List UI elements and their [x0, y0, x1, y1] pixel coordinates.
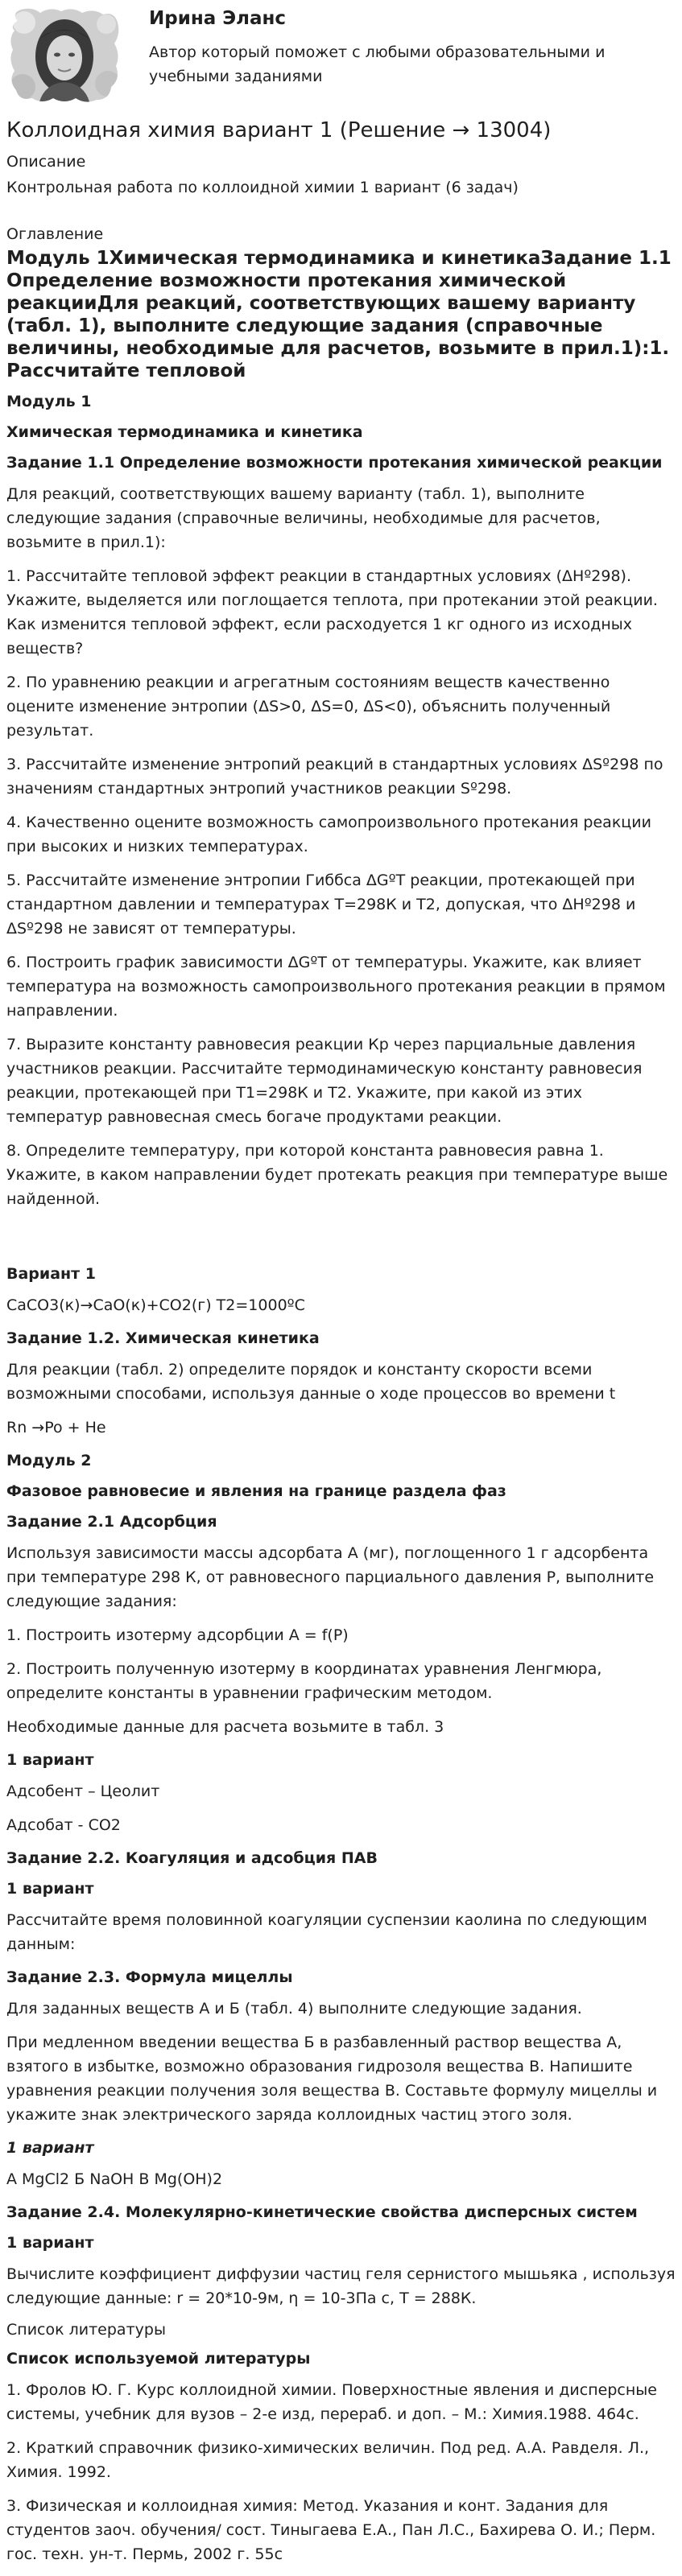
section-heading: 1 вариант: [6, 1880, 94, 1898]
paragraph: При медленном введении вещества Б в разбавленный раствор вещества А, взятого в избытке, возможно образования гидрозоля вещества В. Напишите уравнения реакции получения золя вещества В. Составьте формулу мицеллы и укажите знак электрического заряда коллоидных частиц этого золя.: [6, 2034, 658, 2124]
paragraph: СаСО3(к)→СаО(к)+СО2(г) Т2=1000ºС: [6, 1296, 305, 1314]
author-avatar[interactable]: [8, 6, 121, 105]
paragraph: Для реакций, соответствующих вашему варианту (табл. 1), выполните следующие задания (справочные величины, необходимые для расчетов, возьмите в прил.1):: [6, 485, 601, 551]
section-heading: Вариант 1: [6, 1265, 97, 1283]
section-heading: Список используемой литературы: [6, 2350, 311, 2368]
document-content: [6, 117, 676, 2576]
section-heading: Задание 1.1 Определение возможности протекания химической реакции: [6, 454, 663, 472]
section-heading: Модуль 1: [6, 393, 92, 410]
section-heading: Фазовое равновесие и явления на границе раздела фаз: [6, 1482, 506, 1500]
paragraph: 7. Выразите константу равновесия реакции Кр через парциальные давления участников реакции. Рассчитайте термодинамическую константу равновесия реакции, протекающей при Т1=298К и Т2. Укажите, при какой из этих температур равновесная смесь богаче продуктами реакции.: [6, 1036, 643, 1126]
paragraph: Адсобент – Цеолит: [6, 1783, 160, 1800]
paragraph: 1. Фролов Ю. Г. Курс коллоидной химии. Поверхностные явления и дисперсные системы, учебник для вузов – 2-е изд, перераб. и доп. – М.: Химия.1988. 464с.: [6, 2381, 657, 2423]
paragraph: 8. Определите температуру, при которой константа равновесия равна 1. Укажите, в каком направлении будет протекать реакция при температуре выше найденной.: [6, 1142, 668, 1208]
paragraph: 2. Построить полученную изотерму в координатах уравнения Ленгмюра, определите константы в уравнении графическим методом.: [6, 1660, 602, 1702]
paragraph: Необходимые данные для расчета возьмите в табл. 3: [6, 1718, 444, 1736]
paragraph: 2. По уравнению реакции и агрегатным состояниям веществ качественно оцените изменение энтропии (ΔS>0, ΔS=0, ΔS<0), объяснить полученный результат.: [6, 674, 611, 740]
section-label: Список литературы: [6, 2321, 166, 2339]
paragraph: Используя зависимости массы адсорбата А (мг), поглощенного 1 г адсорбента при температуре 298 К, от равновесного парциального давления Р, выполните следующие задания:: [6, 1544, 655, 1610]
paragraph: А MgCl2 Б NaOH В Mg(OH)2: [6, 2170, 223, 2188]
paragraph: 2. Краткий справочник физико-химических величин. Под ред. А.А. Равделя. Л., Химия. 1992.: [6, 2439, 650, 2481]
description-label: Описание: [6, 153, 86, 171]
section-heading: Химическая термодинамика и кинетика: [6, 423, 363, 441]
paragraph: 6. Построить график зависимости ΔGºT от температуры. Укажите, как влияет температура на возможность самопроизвольного протекания реакции в прямом направлении.: [6, 954, 666, 1020]
paragraph: Для реакции (табл. 2) определите порядок и константу скорости всеми возможными способами, используя данные о ходе процессов во времени t: [6, 1361, 616, 1403]
paragraph: 3. Рассчитайте изменение энтропий реакций в стандартных условиях ΔSº298 по значениям стандартных энтропий участников реакции Sº298.: [6, 756, 663, 798]
section-heading: Задание 2.2. Коагуляция и адсобция ПАВ: [6, 1849, 378, 1867]
section-heading: 1 вариант: [6, 2234, 94, 2252]
paragraph: Адсобат - СО2: [6, 1816, 121, 1834]
paragraph: Вычислите коэффициент диффузии частиц геля сернистого мышьяка , используя следующие данные: r = 20*10-9м, η = 10-3Па с, T = 288К.: [6, 2265, 676, 2307]
section-heading: Задание 2.3. Формула мицеллы: [6, 1968, 293, 1986]
spacer: [6, 1221, 676, 1255]
description-text: Контрольная работа по коллоидной химии 1 вариант (6 задач): [6, 179, 519, 196]
paragraph: Для заданных веществ А и Б (табл. 4) выполните следующие задания.: [6, 2000, 582, 2018]
paragraph: 3. Физическая и коллоидная химия: Метод. Указания и конт. Задания для студентов заоч. обучения/ сост. Тиныгаева Е.А., Пан Л.С., Бахирева О. И.; Перм. гос. техн. ун-т. Пермь, 2002 г. 55с: [6, 2497, 656, 2563]
author-description: Автор который поможет с любыми образовательными и учебными заданиями: [149, 43, 606, 85]
paragraph: 5. Рассчитайте изменение энтропии Гиббса ΔGºT реакции, протекающей при стандартном давлении и температурах Т=298К и Т2, допуская, что ΔНº298 и ΔSº298 не зависят от температуры.: [6, 872, 636, 938]
section-heading: Модуль 2: [6, 1452, 92, 1469]
toc-label: Оглавление: [6, 225, 104, 243]
paragraph: Rn →Po + He: [6, 1419, 106, 1436]
variant-label: 1 вариант: [6, 2139, 94, 2157]
paragraph: 1. Построить изотерму адсорбции А = f(P): [6, 1626, 349, 1644]
section-heading: Задание 1.2. Химическая кинетика: [6, 1329, 320, 1347]
author-header: [0, 0, 682, 111]
author-name[interactable]: Ирина Эланс: [149, 8, 287, 29]
section-heading: Задание 2.4. Молекулярно-кинетические свойства дисперсных систем: [6, 2203, 638, 2221]
paragraph: 1. Рассчитайте тепловой эффект реакции в стандартных условиях (ΔНº298). Укажите, выделяется или поглощается теплота, при протекании этой реакции. Как изменится тепловой эффект, если расходуется 1 кг одного из исходных веществ?: [6, 567, 658, 657]
document-title: Коллоидная химия вариант 1 (Решение → 13004): [6, 118, 552, 142]
paragraph: Рассчитайте время половинной коагуляции суспензии каолина по следующим данным:: [6, 1911, 647, 1953]
toc-heading: Модуль 1Химическая термодинамика и кинетикаЗадание 1.1 Определение возможности протекания химической реакцииДля реакций, соответствующих вашему варианту (табл. 1), выполните следующие задания (справочные величины, необходимые для расчетов, возьмите в прил.1):1. Рассчитайте тепловой: [6, 248, 672, 381]
paragraph: 4. Качественно оцените возможность самопроизвольного протекания реакции при высоких и низких температурах.: [6, 814, 651, 855]
section-heading: 1 вариант: [6, 1751, 94, 1769]
document-body: [6, 390, 676, 2566]
section-heading: Задание 2.1 Адсорбция: [6, 1513, 217, 1531]
